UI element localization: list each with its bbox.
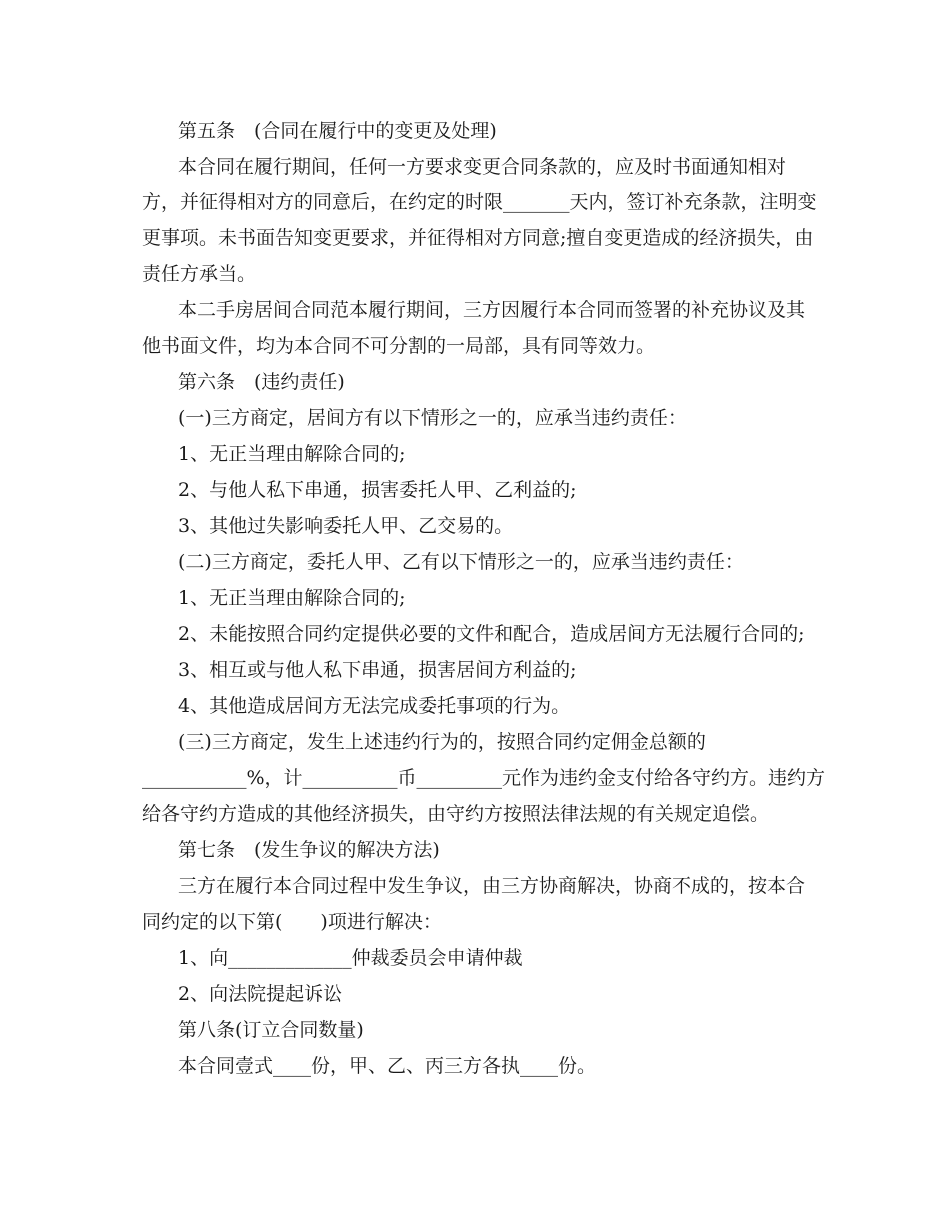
clause-line: (一)三方商定，居间方有以下情形之一的，应承当违约责任： <box>178 407 687 429</box>
article-7-heading: 第七条 (发生争议的解决方法) <box>178 839 440 861</box>
list-item: 3、相互或与他人私下串通，损害居间方利益的; <box>178 659 577 681</box>
paragraph-line: 本二手房居间合同范本履行期间，三方因履行本合同而签署的补充协议及其 <box>178 299 806 321</box>
list-item: 1、向_____________仲裁委员会申请仲裁 <box>178 947 523 969</box>
paragraph-line: 同约定的以下第( )项进行解决： <box>142 911 442 933</box>
paragraph-line: 本合同壹式____份，甲、乙、丙三方各执____份。 <box>178 1055 597 1077</box>
paragraph-line: 他书面文件，均为本合同不可分割的一局部，具有同等效力。 <box>142 335 656 357</box>
list-item: 2、向法院提起诉讼 <box>178 983 343 1005</box>
paragraph-line: 本合同在履行期间，任何一方要求变更合同条款的，应及时书面通知相对 <box>178 156 787 178</box>
list-item: 2、未能按照合同约定提供必要的文件和配合，造成居间方无法履行合同的; <box>178 623 805 645</box>
list-item: 3、其他过失影响委托人甲、乙交易的。 <box>178 515 514 537</box>
paragraph-line: ___________%，计__________币_________元作为违约金支付给各守约方。违约方 <box>142 767 826 789</box>
list-item: 1、无正当理由解除合同的; <box>178 587 406 609</box>
article-5-heading: 第五条 (合同在履行中的变更及处理) <box>178 120 497 142</box>
list-item: 4、其他造成居间方无法完成委托事项的行为。 <box>178 695 571 717</box>
list-item: 1、无正当理由解除合同的; <box>178 443 406 465</box>
clause-line: (二)三方商定，委托人甲、乙有以下情形之一的，应承当违约责任： <box>178 551 744 573</box>
paragraph-line: 更事项。未书面告知变更要求，并征得相对方同意;擅自变更造成的经济损失，由 <box>142 227 814 249</box>
article-8-heading: 第八条(订立合同数量) <box>178 1019 364 1041</box>
paragraph-line: 方，并征得相对方的同意后，在约定的时限_______天内，签订补充条款，注明变 <box>142 191 817 213</box>
paragraph-line: 三方在履行本合同过程中发生争议，由三方协商解决，协商不成的，按本合 <box>178 875 806 897</box>
clause-line: (三)三方商定，发生上述违约行为的，按照合同约定佣金总额的 <box>178 731 706 753</box>
paragraph-line: 责任方承当。 <box>142 263 257 285</box>
list-item: 2、与他人私下串通，损害委托人甲、乙利益的; <box>178 479 577 501</box>
paragraph-line: 给各守约方造成的其他经济损失，由守约方按照法律法规的有关规定追偿。 <box>142 803 770 825</box>
article-6-heading: 第六条 (违约责任) <box>178 371 345 393</box>
